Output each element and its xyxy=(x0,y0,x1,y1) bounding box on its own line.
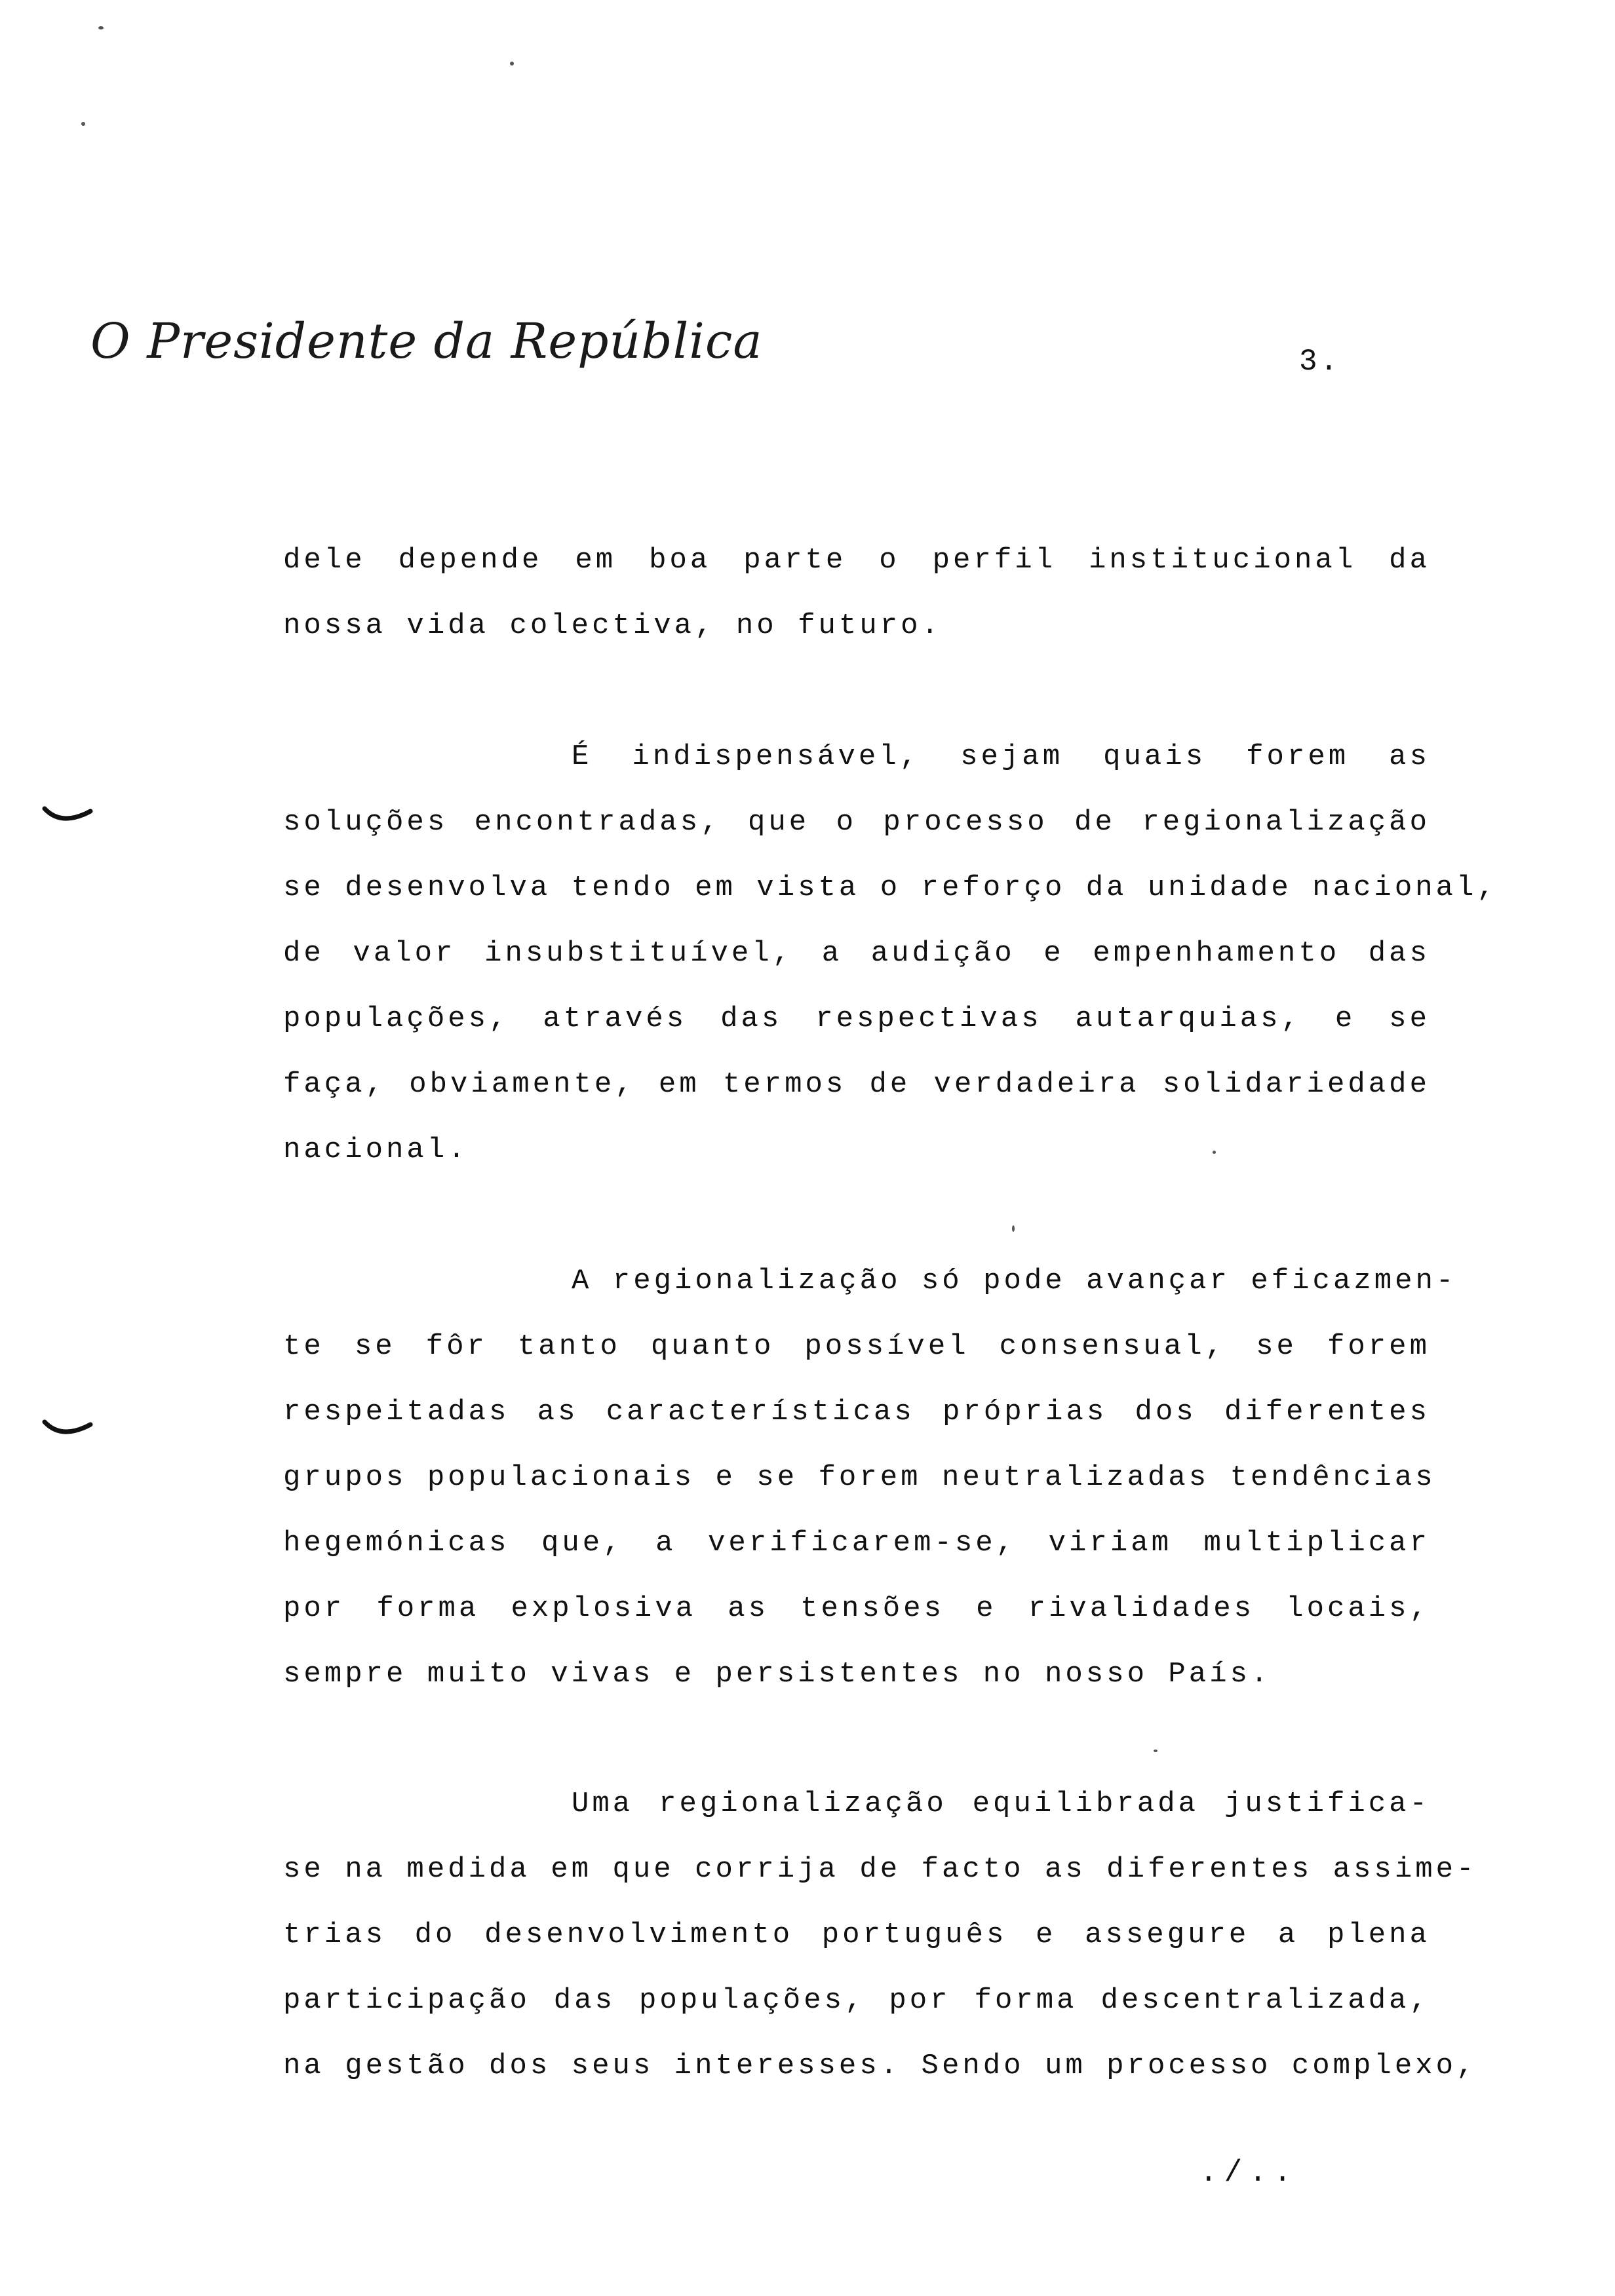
text-line: se na medida em que corrija de facto as diferentes assime- xyxy=(283,1853,1477,1886)
text-line: soluções encontradas, que o processo de regionalização xyxy=(283,806,1430,839)
text-line: por forma explosiva as tensões e rivalidades locais, xyxy=(283,1592,1430,1625)
text-line: hegemónicas que, a verificarem-se, viriam multiplicar xyxy=(283,1527,1430,1559)
text-line: Uma regionalização equilibrada justifica- xyxy=(572,1788,1430,1820)
scan-speck xyxy=(81,122,85,126)
text-line: trias do desenvolvimento português e assegure a plena xyxy=(283,1919,1430,1951)
text-line: É indispensável, sejam quais forem as xyxy=(572,740,1430,773)
text-line: A regionalização só pode avançar eficazmen- xyxy=(572,1265,1457,1297)
text-line: sempre muito vivas e persistentes no nosso País. xyxy=(283,1658,1272,1691)
punch-hole-mark-bottom xyxy=(42,1418,93,1440)
text-line: dele depende em boa parte o perfil institucional da xyxy=(283,544,1430,577)
text-line: te se fôr tanto quanto possível consensual, se forem xyxy=(283,1330,1430,1363)
text-line: faça, obviamente, em termos de verdadeira solidariedade xyxy=(283,1068,1430,1101)
text-line: se desenvolva tendo em vista o reforço da unidade nacional, xyxy=(283,871,1498,904)
text-line: nacional. xyxy=(283,1134,469,1166)
text-line: na gestão dos seus interesses. Sendo um processo complexo, xyxy=(283,2050,1477,2082)
text-line: grupos populacionais e se forem neutralizadas tendências xyxy=(283,1461,1436,1494)
punch-hole-mark-top xyxy=(42,805,93,827)
scan-speck xyxy=(98,26,104,29)
scan-speck xyxy=(1012,1225,1015,1232)
letterhead-title: O Presidente da República xyxy=(90,313,763,370)
text-line: participação das populações, por forma descentralizada, xyxy=(283,1984,1430,2017)
scan-speck xyxy=(1154,1750,1158,1752)
text-line: nossa vida colectiva, no futuro. xyxy=(283,609,942,642)
text-line: populações, através das respectivas autarquias, e se xyxy=(283,1003,1430,1035)
text-line: de valor insubstituível, a audição e empenhamento das xyxy=(283,937,1430,970)
scan-speck xyxy=(510,62,514,66)
page-number: 3. xyxy=(1299,345,1341,379)
continuation-mark: ./.. xyxy=(1199,2156,1298,2190)
text-line: respeitadas as características próprias dos diferentes xyxy=(283,1396,1430,1428)
